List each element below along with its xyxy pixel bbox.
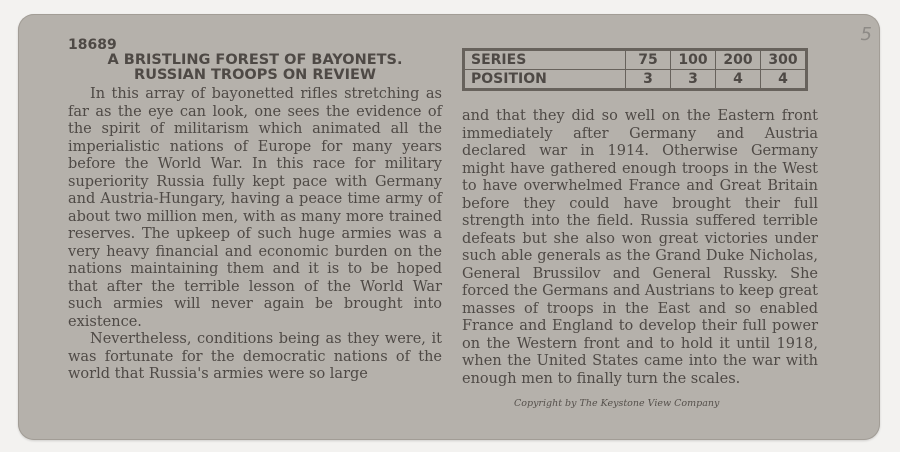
position-cell: 4 bbox=[761, 70, 807, 90]
right-paragraph-1: and that they did so well on the Eastern front immediately after Germany and Austria declared war in 1914. Otherwise Germany might have gathered enough troops in the West to have overwhelmed France and Great Britain before they could have brought their full strength into the field. Russia suffered terrible defeats but she also won great victories under such able generals as the Grand Duke Nicholas, General Brussilov and General Russky. She forced the Germans and Austrians to keep great masses of troops in the East and so enabled France and England to develop their full power on the Western front and to hold it until 1918, when the United States came into the war with enough men to finally turn the scales. bbox=[462, 108, 818, 387]
card-title: A BRISTLING FOREST OF BAYONETS. bbox=[107, 52, 403, 68]
series-cell: 75 bbox=[626, 50, 671, 70]
position-cell: 3 bbox=[626, 70, 671, 90]
copyright-line: Copyright by The Keystone View Company bbox=[514, 398, 720, 409]
left-paragraph-1: In this array of bayonetted rifles stretching as far as the eye can look, one sees the evidence of the spirit of militarism which animated all the imperialistic nations of Europe for many years before the World War. In this race for military superiority Russia fully kept pace with Germany and Austria-Hungary, having a peace time army of about two million men, with as many more trained reserves. The upkeep of such huge armies was a very heavy financial and economic burden on the nations maintaining them and it is to be hoped that after the terrible lesson of the World War such armies will never again be brought into existence. bbox=[68, 86, 442, 330]
position-row bbox=[464, 70, 807, 90]
position-cell: 3 bbox=[671, 70, 716, 90]
series-label: SERIES bbox=[464, 50, 626, 70]
right-column bbox=[462, 108, 818, 388]
left-paragraph-2: Nevertheless, conditions being as they were, it was fortunate for the democratic nations of the world that Russia's armies were so large bbox=[68, 331, 442, 382]
card-number: 18689 bbox=[68, 37, 117, 53]
pencil-mark: 5 bbox=[860, 24, 872, 45]
series-cell: 200 bbox=[716, 50, 761, 70]
series-row bbox=[464, 50, 807, 70]
card-subtitle: RUSSIAN TROOPS ON REVIEW bbox=[134, 67, 376, 83]
series-cell: 300 bbox=[761, 50, 807, 70]
position-label: POSITION bbox=[464, 70, 626, 90]
left-column bbox=[68, 38, 442, 384]
position-cell: 4 bbox=[716, 70, 761, 90]
series-position-table bbox=[462, 48, 808, 91]
left-body bbox=[68, 86, 442, 384]
right-body bbox=[462, 108, 818, 388]
series-cell: 100 bbox=[671, 50, 716, 70]
